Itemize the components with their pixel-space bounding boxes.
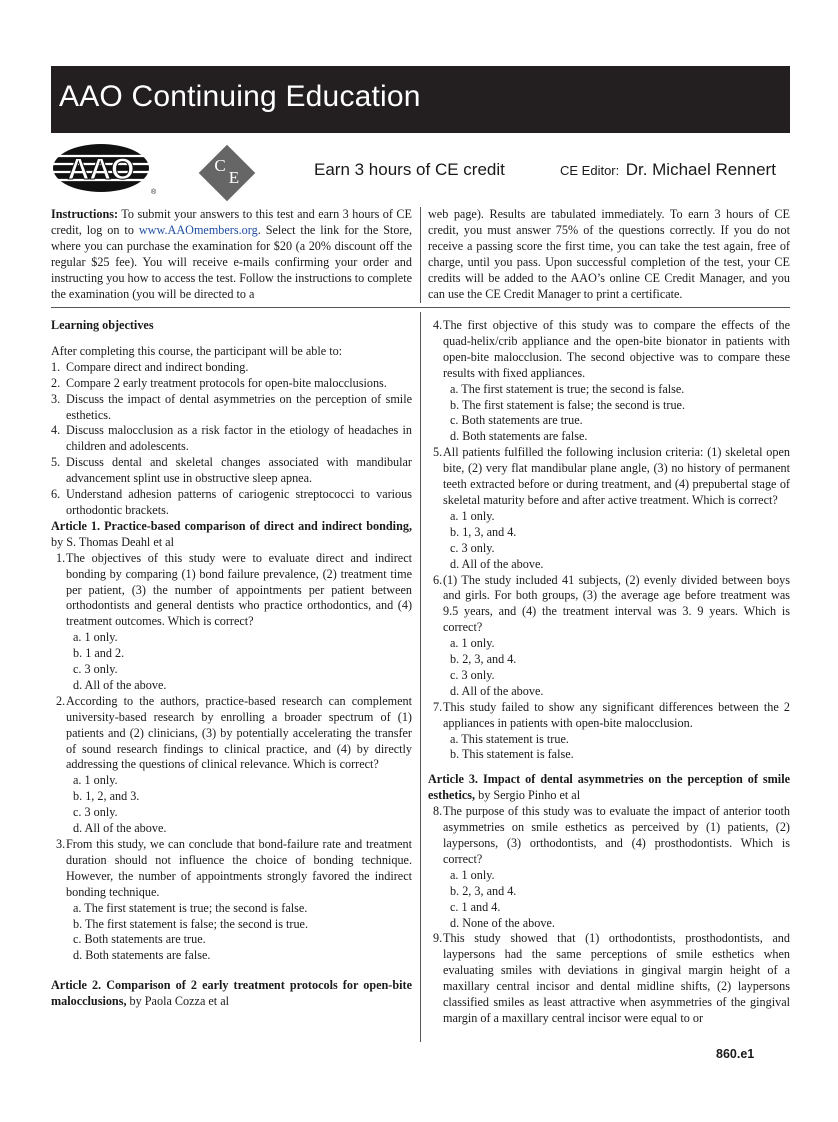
article-3-heading: Article 3. Impact of dental asymmetries on the perception of smile esthetics, by Sergio Pinho et al <box>428 772 790 803</box>
objective-item: 2. Compare 2 early treatment protocols for open-bite malocclusions. <box>51 375 387 390</box>
instructions-left: Instructions: To submit your answers to this test and earn 3 hours of CE credit, log on to www.AAOmembers.org. Select the link for the Store, where you can purchase the examination for $20 (a 20% discount off the regular $25 fee). You will receive e-mails confirming your order and instructing you how to access the test. Follow the instructions to complete the examination (you will be directed to a <box>51 207 412 301</box>
answer-option: b. 2, 3, and 4. <box>450 883 517 898</box>
answer-option: c. 3 only. <box>450 540 495 555</box>
answer-option: d. All of the above. <box>73 677 167 692</box>
answer-option: a. 1 only. <box>450 636 495 651</box>
objective-item: 6. Understand adhesion patterns of cariogenic streptococci to various orthodontic brackets. <box>51 487 412 517</box>
svg-text:®: ® <box>151 189 157 196</box>
question-3: 3. From this study, we can conclude that bond-failure rate and treatment duration should not influence the choice of bonding technique. However, the number of appointments strongly favored the indirect bonding technique. <box>56 837 412 899</box>
page-number: 860.e1 <box>716 1047 755 1061</box>
aao-logo-icon <box>51 140 155 196</box>
article-2-heading: Article 2. Comparison of 2 early treatment protocols for open-bite malocclusions, by Paola Cozza et al <box>51 978 412 1009</box>
answer-option: d. All of the above. <box>73 821 167 836</box>
question-8: 8. The purpose of this study was to evaluate the impact of anterior tooth asymmetries on smile esthetics as perceived by (1) patients, (2) laypersons, (3) orthodontists, and (4) prosthodontists. Which is correct? <box>433 804 790 866</box>
ce-badge-icon <box>196 142 258 204</box>
objectives-intro: After completing this course, the participant will be able to: <box>51 343 343 358</box>
answer-option: b. The first statement is false; the second is true. <box>73 916 309 931</box>
answer-option: c. 3 only. <box>73 805 118 820</box>
answer-option: a. This statement is true. <box>450 731 569 746</box>
objective-item: 4. Discuss malocclusion as a risk factor in the etiology of headaches in children and adolescents. <box>51 423 412 454</box>
section-divider <box>51 307 790 308</box>
answer-option: d. All of the above. <box>450 556 544 571</box>
editor-name: Dr. Michael Rennert <box>625 160 776 179</box>
question-9: 9. This study showed that (1) orthodontists, prosthodontists, and laypersons had the same perceptions of smile esthetics when evaluating smiles with deviations in gingival margin height of a maxillary central incisor and dental midline shifts, (2) laypersons classified smiles as least attractive when asymmetries of the gingival margin of a maxillary central incisor were equal to or <box>433 931 790 1025</box>
left-column <box>51 318 412 1010</box>
column-divider <box>420 312 421 1042</box>
answer-option: a. The first statement is true; the second is false. <box>73 900 308 915</box>
ce-credit-headline: Earn 3 hours of CE credit <box>314 160 505 179</box>
objective-item: 3. Discuss the impact of dental asymmetries on the perception of smile esthetics. <box>51 391 412 422</box>
answer-option: d. Both statements are false. <box>450 429 588 444</box>
answer-option: c. 1 and 4. <box>450 899 501 914</box>
editor-label: CE Editor: <box>560 163 620 178</box>
column-divider <box>420 207 421 303</box>
question-7: 7. This study failed to show any significant differences between the 2 appliances in patients with open-bite malocclusion. <box>433 699 790 730</box>
answer-option: c. Both statements are true. <box>73 932 206 947</box>
objectives-heading: Learning objectives <box>51 318 154 332</box>
answer-option: c. 3 only. <box>73 662 118 677</box>
answer-option: b. This statement is false. <box>450 747 574 762</box>
svg-text:C: C <box>214 156 226 175</box>
objective-item: 1. Compare direct and indirect bonding. <box>51 359 249 374</box>
question-5: 5. All patients fulfilled the following inclusion criteria: (1) skeletal open bite, (2) very flat mandibular plane angle, (3) no history of permanent teeth extracted before or during treatment, and (4) prepubertal stage of skeletal maturity before and after active treatment. Which is correct? <box>433 445 790 507</box>
answer-option: a. 1 only. <box>450 508 495 523</box>
answer-option: b. 2, 3, and 4. <box>450 652 517 667</box>
question-4: 4. The first objective of this study was to compare the effects of the quad-helix/crib appliance and the open-bite bionator in patients with open-bite malocclusion. The second objective was to compare these results with fixed appliances. <box>433 318 790 380</box>
aao-members-link[interactable]: www.AAOmembers.org <box>138 222 258 237</box>
answer-option: d. Both statements are false. <box>73 948 211 963</box>
answer-option: b. 1, 3, and 4. <box>450 524 517 539</box>
ce-editor <box>560 160 776 180</box>
answer-option: b. The first statement is false; the second is true. <box>450 397 686 412</box>
answer-option: a. 1 only. <box>450 867 495 882</box>
question-1: 1. The objectives of this study were to evaluate direct and indirect bonding by comparing (1) bond failure prevalence, (2) treatment time per patient, (3) the number of appointments per patient between orthodontists and general dentists who practice orthodontics, and (4) treatment outcomes. Which is correct? <box>56 550 412 629</box>
page-title: AAO Continuing Education <box>59 80 421 113</box>
svg-text:E: E <box>228 168 240 187</box>
instructions-label: Instructions: <box>51 207 119 221</box>
answer-option: a. 1 only. <box>73 630 118 645</box>
right-column <box>428 318 790 1027</box>
answer-option: b. 1 and 2. <box>73 646 125 661</box>
article-1-heading: Article 1. Practice-based comparison of direct and indirect bonding, by S. Thomas Deahl et al <box>51 518 412 549</box>
objective-item: 5. Discuss dental and skeletal changes associated with mandibular advancement splint use in obstructive sleep apnea. <box>51 455 412 486</box>
svg-text:AAO: AAO <box>67 153 135 186</box>
answer-option: a. The first statement is true; the second is false. <box>450 381 685 396</box>
instructions-right: web page). Results are tabulated immediately. To earn 3 hours of CE credit, you must answer 75% of the questions correctly. If you do not receive a passing score the first time, you can take the test again, free of charge, until you pass. Upon successful completion of the test, your CE credits will be added to the AAO’s online CE Credit Manager, and you can use the CE Credit Manager to print a certificate. <box>428 207 790 301</box>
answer-option: c. Both statements are true. <box>450 413 583 428</box>
answer-option: d. None of the above. <box>450 915 555 930</box>
answer-option: c. 3 only. <box>450 667 495 682</box>
answer-option: d. All of the above. <box>450 683 544 698</box>
answer-option: b. 1, 2, and 3. <box>73 789 140 804</box>
question-2: 2. According to the authors, practice-based research can complement university-based research by enrolling a broader spectrum of (1) patients and (2) clinicians, (3) by potentially accelerating the transfer of sound research findings to clinical practice, and (4) by directly addressing the questions of clinical relevance. Which is correct? <box>56 693 412 772</box>
answer-option: a. 1 only. <box>73 773 118 788</box>
header-banner <box>51 66 790 133</box>
question-6: 6. (1) The study included 41 subjects, (2) evenly divided between boys and girls. For both groups, (3) the average age before treatment was 9.5 years, and (4) the treatment interval was 3. 9 years. Which is correct? <box>433 572 790 635</box>
